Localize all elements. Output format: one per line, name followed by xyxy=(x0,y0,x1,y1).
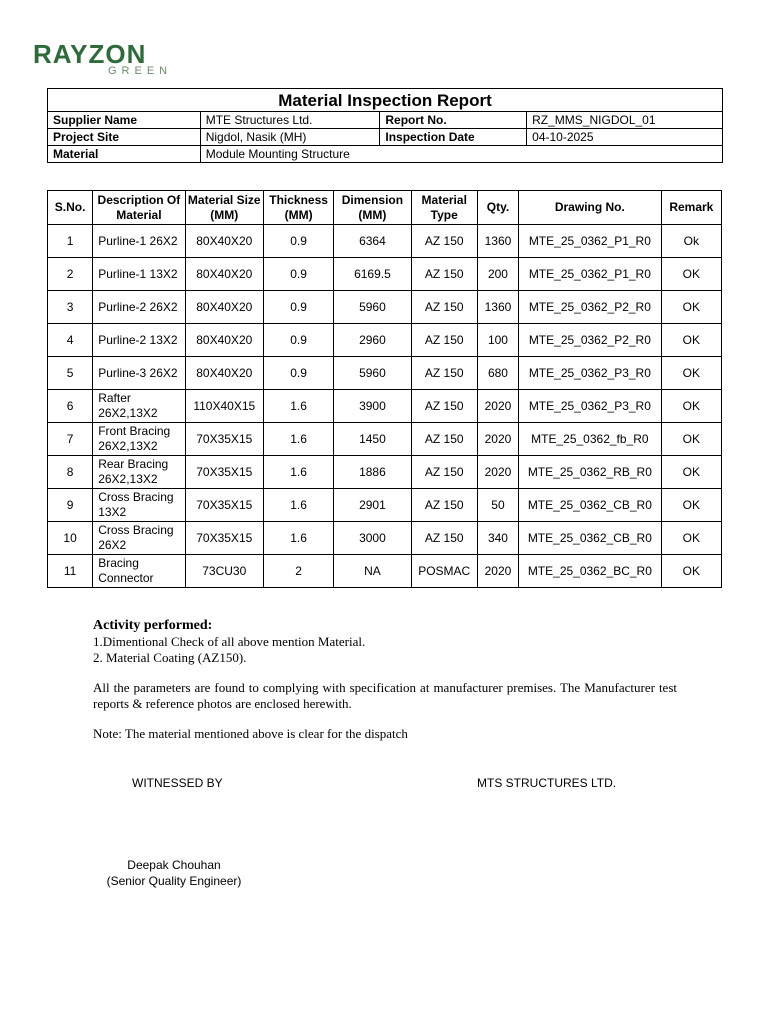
cell-remark: OK xyxy=(661,390,721,423)
signer-block xyxy=(98,857,250,889)
cell-dimension: 6169.5 xyxy=(334,258,411,291)
table-row xyxy=(48,555,722,588)
cell-qty: 2020 xyxy=(477,423,518,456)
cell-drawing: MTE_25_0362_fb_R0 xyxy=(519,423,662,456)
cell-drawing: MTE_25_0362_CB_R0 xyxy=(519,489,662,522)
cell-drawing: MTE_25_0362_CB_R0 xyxy=(519,522,662,555)
logo-wordmark: RAYZON xyxy=(33,39,147,69)
cell-type: AZ 150 xyxy=(411,489,477,522)
cell-description: Purline-1 26X2 xyxy=(93,225,185,258)
cell-qty: 1360 xyxy=(477,225,518,258)
cell-remark: OK xyxy=(661,258,721,291)
column-header: Qty. xyxy=(477,191,518,225)
cell-sno: 7 xyxy=(48,423,93,456)
cell-dimension: 6364 xyxy=(334,225,411,258)
cell-dimension: 3900 xyxy=(334,390,411,423)
activity-heading: Activity performed: xyxy=(93,618,213,633)
cell-dimension: 5960 xyxy=(334,357,411,390)
cell-description: Rafter 26X2,13X2 xyxy=(93,390,185,423)
cell-sno: 1 xyxy=(48,225,93,258)
cell-type: POSMAC xyxy=(411,555,477,588)
table-row xyxy=(48,291,722,324)
cell-thickness: 0.9 xyxy=(263,258,333,291)
cell-dimension: 2960 xyxy=(334,324,411,357)
activity-line-1: 1.Dimentional Check of all above mention Material. xyxy=(93,634,366,649)
cell-description: Purline-1 13X2 xyxy=(93,258,185,291)
cell-size: 70X35X15 xyxy=(185,522,263,555)
cell-sno: 9 xyxy=(48,489,93,522)
inspection-table xyxy=(47,190,722,588)
material-label: Material xyxy=(48,146,201,163)
column-header: Remark xyxy=(661,191,721,225)
cell-thickness: 1.6 xyxy=(263,489,333,522)
supplier-label: Supplier Name xyxy=(48,112,201,129)
table-row xyxy=(48,258,722,291)
cell-type: AZ 150 xyxy=(411,357,477,390)
cell-sno: 11 xyxy=(48,555,93,588)
cell-thickness: 0.9 xyxy=(263,324,333,357)
cell-qty: 2020 xyxy=(477,456,518,489)
project-site-value: Nigdol, Nasik (MH) xyxy=(200,129,380,146)
cell-dimension: 1886 xyxy=(334,456,411,489)
cell-drawing: MTE_25_0362_P1_R0 xyxy=(519,258,662,291)
cell-type: AZ 150 xyxy=(411,456,477,489)
cell-drawing: MTE_25_0362_P3_R0 xyxy=(519,357,662,390)
cell-size: 80X40X20 xyxy=(185,225,263,258)
cell-type: AZ 150 xyxy=(411,225,477,258)
column-header: Material Type xyxy=(411,191,477,225)
cell-qty: 2020 xyxy=(477,555,518,588)
material-value: Module Mounting Structure xyxy=(200,146,722,163)
cell-qty: 100 xyxy=(477,324,518,357)
cell-size: 80X40X20 xyxy=(185,357,263,390)
cell-sno: 10 xyxy=(48,522,93,555)
cell-sno: 8 xyxy=(48,456,93,489)
cell-thickness: 0.9 xyxy=(263,357,333,390)
cell-description: Front Bracing 26X2,13X2 xyxy=(93,423,185,456)
cell-sno: 4 xyxy=(48,324,93,357)
signer-title: (Senior Quality Engineer) xyxy=(106,874,242,888)
cell-drawing: MTE_25_0362_RB_R0 xyxy=(519,456,662,489)
report-no-label: Report No. xyxy=(380,112,527,129)
inspection-date-value: 04-10-2025 xyxy=(527,129,723,146)
cell-thickness: 0.9 xyxy=(263,291,333,324)
cell-size: 80X40X20 xyxy=(185,258,263,291)
inspection-date-label: Inspection Date xyxy=(380,129,527,146)
cell-dimension: 2901 xyxy=(334,489,411,522)
cell-dimension: 5960 xyxy=(334,291,411,324)
cell-description: Cross Bracing 26X2 xyxy=(93,522,185,555)
column-header: Drawing No. xyxy=(519,191,662,225)
cell-size: 80X40X20 xyxy=(185,324,263,357)
cell-thickness: 1.6 xyxy=(263,423,333,456)
table-row xyxy=(48,225,722,258)
cell-description: Purline-2 13X2 xyxy=(93,324,185,357)
column-header: Thickness (MM) xyxy=(263,191,333,225)
supplier-value: MTE Structures Ltd. xyxy=(200,112,380,129)
cell-description: Cross Bracing 13X2 xyxy=(93,489,185,522)
table-row xyxy=(48,489,722,522)
table-row xyxy=(48,423,722,456)
cell-type: AZ 150 xyxy=(411,258,477,291)
table-row xyxy=(48,522,722,555)
cell-type: AZ 150 xyxy=(411,522,477,555)
project-site-label: Project Site xyxy=(48,129,201,146)
cell-remark: OK xyxy=(661,456,721,489)
cell-type: AZ 150 xyxy=(411,390,477,423)
cell-qty: 1360 xyxy=(477,291,518,324)
table-row xyxy=(48,456,722,489)
cell-thickness: 0.9 xyxy=(263,225,333,258)
cell-remark: OK xyxy=(661,489,721,522)
report-header-table xyxy=(47,88,723,163)
cell-sno: 5 xyxy=(48,357,93,390)
cell-drawing: MTE_25_0362_P1_R0 xyxy=(519,225,662,258)
cell-type: AZ 150 xyxy=(411,291,477,324)
cell-qty: 50 xyxy=(477,489,518,522)
logo-subtext: GREEN xyxy=(108,65,173,77)
cell-description: Purline-3 26X2 xyxy=(93,357,185,390)
cell-type: AZ 150 xyxy=(411,324,477,357)
cell-size: 110X40X15 xyxy=(185,390,263,423)
cell-remark: OK xyxy=(661,324,721,357)
cell-drawing: MTE_25_0362_BC_R0 xyxy=(519,555,662,588)
witnessed-by-label: WITNESSED BY xyxy=(132,776,223,790)
column-header: Material Size (MM) xyxy=(185,191,263,225)
cell-remark: OK xyxy=(661,357,721,390)
company-signature-label: MTS STRUCTURES LTD. xyxy=(477,776,617,790)
cell-qty: 200 xyxy=(477,258,518,291)
cell-size: 70X35X15 xyxy=(185,456,263,489)
cell-qty: 680 xyxy=(477,357,518,390)
cell-qty: 2020 xyxy=(477,390,518,423)
cell-remark: OK xyxy=(661,555,721,588)
cell-thickness: 1.6 xyxy=(263,522,333,555)
table-row xyxy=(48,390,722,423)
cell-size: 73CU30 xyxy=(185,555,263,588)
cell-size: 70X35X15 xyxy=(185,423,263,456)
cell-description: Purline-2 26X2 xyxy=(93,291,185,324)
report-no-value: RZ_MMS_NIGDOL_01 xyxy=(527,112,723,129)
cell-description: Bracing Connector xyxy=(93,555,185,588)
cell-dimension: NA xyxy=(334,555,411,588)
cell-sno: 3 xyxy=(48,291,93,324)
cell-sno: 6 xyxy=(48,390,93,423)
cell-thickness: 2 xyxy=(263,555,333,588)
cell-drawing: MTE_25_0362_P2_R0 xyxy=(519,291,662,324)
cell-drawing: MTE_25_0362_P2_R0 xyxy=(519,324,662,357)
cell-size: 80X40X20 xyxy=(185,291,263,324)
compliance-paragraph: All the parameters are found to complying with specification at manufacturer premises. The Manufacturer test reports & reference photos are enclosed herewith. xyxy=(93,680,677,711)
cell-thickness: 1.6 xyxy=(263,456,333,489)
column-header: Dimension (MM) xyxy=(334,191,411,225)
cell-remark: OK xyxy=(661,522,721,555)
table-header-row xyxy=(48,191,722,225)
cell-description: Rear Bracing 26X2,13X2 xyxy=(93,456,185,489)
report-title: Material Inspection Report xyxy=(48,89,723,112)
cell-dimension: 1450 xyxy=(334,423,411,456)
table-row xyxy=(48,357,722,390)
cell-remark: OK xyxy=(661,423,721,456)
cell-dimension: 3000 xyxy=(334,522,411,555)
activity-section xyxy=(93,618,677,742)
cell-drawing: MTE_25_0362_P3_R0 xyxy=(519,390,662,423)
column-header: Description Of Material xyxy=(93,191,185,225)
cell-qty: 340 xyxy=(477,522,518,555)
cell-size: 70X35X15 xyxy=(185,489,263,522)
table-row xyxy=(48,324,722,357)
activity-line-2: 2. Material Coating (AZ150). xyxy=(93,650,247,665)
signer-name: Deepak Chouhan xyxy=(127,858,221,872)
cell-remark: Ok xyxy=(661,225,721,258)
cell-remark: OK xyxy=(661,291,721,324)
cell-type: AZ 150 xyxy=(411,423,477,456)
dispatch-note: Note: The material mentioned above is clear for the dispatch xyxy=(93,726,408,741)
cell-thickness: 1.6 xyxy=(263,390,333,423)
column-header: S.No. xyxy=(48,191,93,225)
cell-sno: 2 xyxy=(48,258,93,291)
company-logo xyxy=(33,41,193,81)
